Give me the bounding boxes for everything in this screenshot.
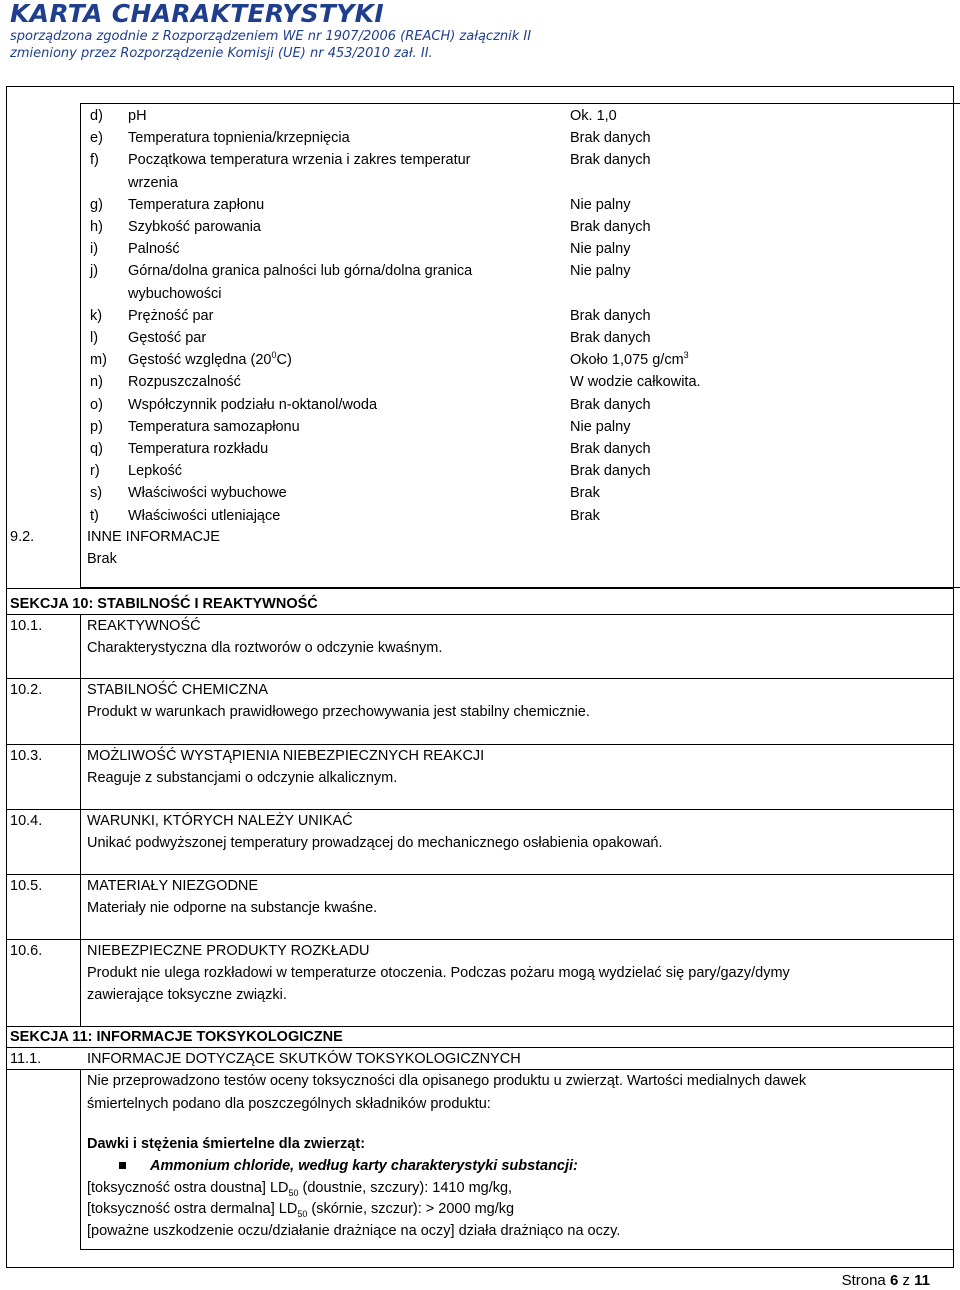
property-value: Brak danych	[570, 396, 651, 413]
document-title: KARTA CHARAKTERYSTYKI	[10, 0, 384, 28]
property-letter: s)	[90, 485, 103, 502]
section-divider	[6, 588, 954, 589]
property-name: Temperatura topnienia/krzepnięcia	[128, 130, 350, 147]
section-10-number: 10.3.	[10, 748, 43, 764]
property-value: Nie palny	[570, 241, 631, 258]
section-10-subtitle: WARUNKI, KTÓRYCH NALEŻY UNIKAĆ	[87, 813, 353, 829]
property-letter: o)	[90, 396, 103, 413]
property-letter: l)	[90, 330, 99, 346]
section-10-number: 10.1.	[10, 618, 43, 634]
property-name: Właściwości utleniające	[128, 507, 281, 524]
dose-dermal: [toksyczność ostra dermalna] $LD_{50}$ (skórnie, szczur): > 2000 mg/kg	[87, 1201, 515, 1219]
section-10-text: Produkt nie ulega rozkładowi w temperaturze otoczenia. Podczas pożaru mogą wydzielać się pary/gazy/dymy	[87, 965, 790, 981]
section-9-2-number: 9.2.	[10, 529, 35, 545]
regulation-line-2: zmieniony przez Rozporządzenie Komisji (UE) nr 453/2010 zał. II.	[10, 46, 433, 61]
section-divider	[6, 744, 954, 745]
section-9-2-text: Brak	[87, 551, 117, 567]
section-10-text: Unikać podwyższonej temperatury prowadzącej do mechanicznego osłabienia opakowań.	[87, 835, 663, 851]
property-name: Właściwości wybuchowe	[128, 485, 287, 502]
section-divider	[6, 678, 954, 679]
property-name-cont: wrzenia	[128, 174, 178, 191]
property-name: Temperatura rozkładu	[128, 441, 269, 457]
tox-intro-line-1: Nie przeprowadzono testów oceny toksyczności dla opisanego produktu u zwierząt. Wartości medialnych dawek	[87, 1073, 807, 1089]
section-10-number: 10.4.	[10, 813, 43, 829]
section-divider	[6, 1047, 954, 1048]
property-letter: p)	[90, 418, 103, 435]
section-10-subtitle: MOŻLIWOŚĆ WYSTĄPIENIA NIEBEZPIECZNYCH REAKCJI	[87, 748, 485, 764]
property-name: Gęstość względna $(20^0C)$	[128, 350, 292, 369]
property-letter: i)	[90, 241, 99, 258]
section-11-1-title: INFORMACJE DOTYCZĄCE SKUTKÓW TOKSYKOLOGICZNYCH	[87, 1051, 521, 1067]
section-11-title: SEKCJA 11: INFORMACJE TOKSYKOLOGICZNE	[10, 1029, 343, 1045]
substance-name: Ammonium chloride, według karty charakterystyki substancji:	[150, 1158, 578, 1174]
property-value: Brak danych	[570, 152, 651, 169]
property-name: Prężność par	[128, 307, 214, 324]
column-divider	[80, 744, 81, 809]
property-value: Brak	[570, 507, 600, 524]
section-divider	[6, 809, 954, 810]
page-number: Strona 6 z 11	[841, 1272, 930, 1289]
property-value: Około 1,075 $g/cm^3$	[570, 350, 689, 369]
property-name: Palność	[128, 241, 180, 258]
property-value: Nie palny	[570, 418, 631, 435]
section-10-text: zawierające toksyczne związki.	[87, 987, 287, 1003]
square-bullet-icon	[119, 1162, 126, 1169]
column-divider	[80, 678, 81, 744]
property-letter: n)	[90, 374, 103, 391]
property-value: Brak danych	[570, 463, 651, 480]
section-10-subtitle: STABILNOŚĆ CHEMICZNA	[87, 682, 269, 698]
property-value: Brak danych	[570, 330, 651, 346]
property-letter: h)	[90, 219, 103, 235]
column-divider	[80, 614, 81, 678]
section-10-text: Materiały nie odporne na substancje kwaśne.	[87, 900, 378, 916]
property-name: Gęstość par	[128, 330, 207, 346]
property-value: Brak danych	[570, 307, 651, 324]
property-value: Ok. 1,0	[570, 108, 617, 124]
property-letter: m)	[90, 352, 107, 369]
section-divider	[80, 1249, 954, 1250]
tox-intro-line-2: śmiertelnych podano dla poszczególnych składników produktu:	[87, 1096, 491, 1112]
section-9-2-title: INNE INFORMACJE	[87, 529, 220, 545]
section-10-subtitle: REAKTYWNOŚĆ	[87, 618, 201, 634]
section-10-text: Charakterystyczna dla roztworów o odczynie kwaśnym.	[87, 640, 443, 656]
property-letter: q)	[90, 441, 103, 457]
property-name: Lepkość	[128, 463, 183, 480]
column-divider	[80, 1069, 81, 1249]
property-value: Brak danych	[570, 130, 651, 147]
property-letter: r)	[90, 463, 100, 480]
property-letter: f)	[90, 152, 99, 169]
property-name: Rozpuszczalność	[128, 374, 241, 391]
section-divider	[6, 874, 954, 875]
property-value: Brak	[570, 485, 600, 502]
property-letter: g)	[90, 196, 103, 213]
property-value: Nie palny	[570, 263, 631, 280]
property-name: Współczynnik podziału n-oktanol/woda	[128, 396, 378, 413]
section-divider	[6, 614, 954, 615]
property-name: Temperatura zapłonu	[128, 196, 265, 213]
property-value: Brak danych	[570, 219, 651, 235]
section-10-number: 10.5.	[10, 878, 43, 894]
property-letter: t)	[90, 507, 99, 524]
property-name: Szybkość parowania	[128, 219, 261, 235]
property-value: Nie palny	[570, 196, 631, 213]
regulation-line-1: sporządzona zgodnie z Rozporządzeniem WE nr 1907/2006 (REACH) załącznik II	[10, 29, 532, 44]
column-divider	[80, 874, 81, 939]
property-name: pH	[128, 108, 147, 124]
dose-oral: [toksyczność ostra doustna] $LD_{50}$ (doustnie, szczury): 1410 mg/kg,	[87, 1180, 513, 1198]
section-10-subtitle: MATERIAŁY NIEZGODNE	[87, 878, 259, 894]
section-11-1-number: 11.1.	[10, 1051, 42, 1067]
section-10-subtitle: NIEBEZPIECZNE PRODUKTY ROZKŁADU	[87, 943, 370, 959]
property-name: Temperatura samozapłonu	[128, 418, 300, 435]
property-letter: j)	[90, 263, 99, 280]
section-10-number: 10.2.	[10, 682, 43, 698]
section-10-title: SEKCJA 10: STABILNOŚĆ I REAKTYWNOŚĆ	[10, 596, 318, 612]
property-name: Górna/dolna granica palności lub górna/dolna granica	[128, 263, 473, 280]
property-name-cont: wybuchowości	[128, 285, 222, 302]
dose-eye: [poważne uszkodzenie oczu/działanie drażniące na oczy] działa drażniąco na oczy.	[87, 1223, 621, 1239]
section-divider	[6, 1069, 954, 1070]
section-10-text: Reaguje z substancjami o odczynie alkalicznym.	[87, 770, 398, 786]
property-value: W wodzie całkowita.	[570, 374, 701, 391]
document-header	[10, 0, 531, 62]
property-value: Brak danych	[570, 441, 651, 457]
section-10-number: 10.6.	[10, 943, 43, 959]
property-letter: k)	[90, 307, 103, 324]
section-10-text: Produkt w warunkach prawidłowego przechowywania jest stabilny chemicznie.	[87, 704, 590, 720]
property-letter: e)	[90, 130, 103, 147]
section-divider	[6, 939, 954, 940]
property-name: Początkowa temperatura wrzenia i zakres temperatur	[128, 152, 471, 169]
column-divider	[80, 939, 81, 1026]
property-letter: d)	[90, 108, 103, 124]
lethal-doses-heading: Dawki i stężenia śmiertelne dla zwierząt:	[87, 1136, 366, 1152]
column-divider	[80, 809, 81, 874]
